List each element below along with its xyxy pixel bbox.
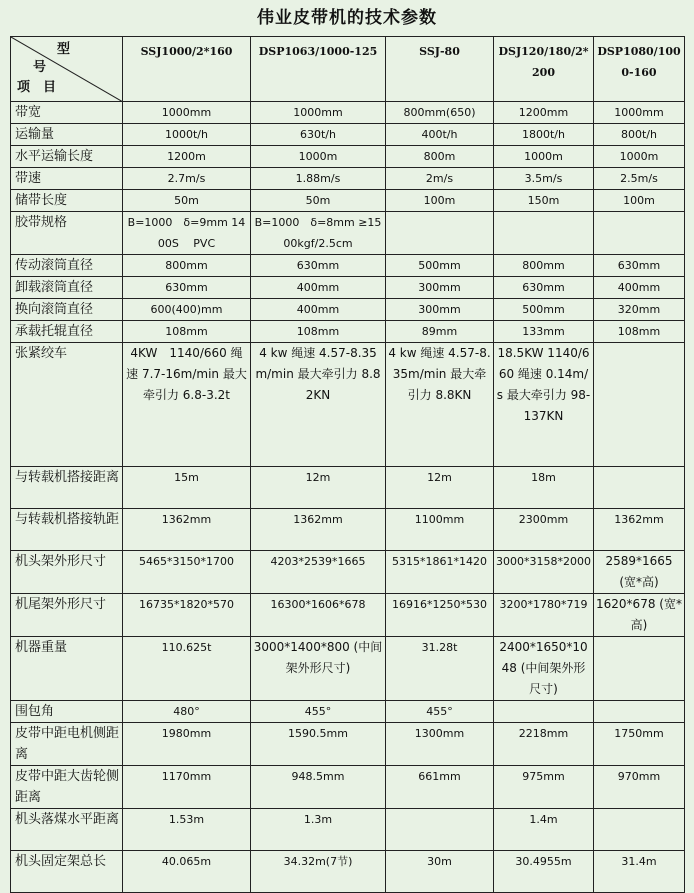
table-cell: 1000mm [251,102,386,124]
table-row [11,168,685,190]
row-label: 承载托辊直径 [11,321,123,343]
table-cell: 500mm [386,255,494,277]
table-cell: 1980mm [123,723,251,766]
row-label: 机头架外形尺寸 [11,551,123,594]
table-cell: B=1000 δ=8mm ≥1500kgf/2.5cm [251,212,386,255]
table-cell: 1362mm [251,509,386,551]
table-cell: 16916*1250*530 [386,594,494,637]
table-row [11,124,685,146]
table-cell: 400mm [251,299,386,321]
table-cell [386,809,494,851]
table-cell: 50m [251,190,386,212]
table-cell: 2589*1665 (宽*高) [594,551,685,594]
table-cell: 1000m [594,146,685,168]
row-label: 换向滚筒直径 [11,299,123,321]
table-cell [386,212,494,255]
table-cell [594,637,685,701]
table-row [11,766,685,809]
table-cell: 400t/h [386,124,494,146]
spec-table-body [11,102,685,893]
table-cell: 108mm [594,321,685,343]
model-header-2: DSP1063/1000-125 [251,37,386,102]
table-cell: 1362mm [594,509,685,551]
table-cell: 3.5m/s [494,168,594,190]
table-cell: 1000mm [594,102,685,124]
table-cell: 3000*3158*2000 [494,551,594,594]
corner-model-bottom: 号 [33,60,47,75]
table-cell: 31.28t [386,637,494,701]
table-cell: 800mm [494,255,594,277]
table-cell: 970mm [594,766,685,809]
table-cell: 630mm [251,255,386,277]
model-header-5: DSP1080/1000-160 [594,37,685,102]
corner-header-cell [11,37,123,102]
table-cell: 18.5KW 1140/660 绳速 0.14m/s 最大牵引力 98-137KN [494,343,594,467]
table-cell: 1170mm [123,766,251,809]
table-cell [494,212,594,255]
table-cell: 100m [594,190,685,212]
model-header-4: DSJ120/180/2*200 [494,37,594,102]
table-row [11,551,685,594]
table-cell: 4 kw 绳速 4.57-8.35m/min 最大牵引力 8.8KN [386,343,494,467]
row-label: 与转载机搭接距离 [11,467,123,509]
table-cell: 34.32m(7节) [251,851,386,893]
table-cell: 630mm [594,255,685,277]
table-cell: 1800t/h [494,124,594,146]
table-cell: 400mm [594,277,685,299]
table-row [11,594,685,637]
table-row [11,851,685,893]
table-cell: 600(400)mm [123,299,251,321]
table-row [11,102,685,124]
row-label: 机器重量 [11,637,123,701]
table-cell: 300mm [386,299,494,321]
table-row [11,299,685,321]
table-cell: 800m [386,146,494,168]
table-cell: 300mm [386,277,494,299]
corner-item: 项 目 [17,80,57,95]
table-cell: 18m [494,467,594,509]
table-cell: 110.625t [123,637,251,701]
row-label: 皮带中距电机侧距离 [11,723,123,766]
table-cell: 1000t/h [123,124,251,146]
table-cell: 100m [386,190,494,212]
row-label: 机头固定架总长 [11,851,123,893]
table-row [11,255,685,277]
row-label: 卸载滚筒直径 [11,277,123,299]
model-header-3: SSJ-80 [386,37,494,102]
table-cell: 40.065m [123,851,251,893]
table-cell: 1200m [123,146,251,168]
table-cell: 1.3m [251,809,386,851]
model-header-1: SSJ1000/2*160 [123,37,251,102]
table-cell [494,701,594,723]
table-cell: 16300*1606*678 [251,594,386,637]
table-cell: 50m [123,190,251,212]
table-cell: 2m/s [386,168,494,190]
table-cell: 2218mm [494,723,594,766]
table-cell: 630mm [494,277,594,299]
row-label: 水平运输长度 [11,146,123,168]
table-cell: 948.5mm [251,766,386,809]
table-cell: 15m [123,467,251,509]
table-cell: 1000m [494,146,594,168]
table-cell: 500mm [494,299,594,321]
table-cell: 89mm [386,321,494,343]
table-cell: 1200mm [494,102,594,124]
table-row [11,467,685,509]
row-label: 与转载机搭接轨距 [11,509,123,551]
table-cell: 1.88m/s [251,168,386,190]
table-cell: 1.4m [494,809,594,851]
table-cell: 3200*1780*719 [494,594,594,637]
table-cell: 661mm [386,766,494,809]
table-cell [594,212,685,255]
table-cell: 1100mm [386,509,494,551]
table-cell: 1750mm [594,723,685,766]
table-cell: 320mm [594,299,685,321]
table-row [11,321,685,343]
row-label: 张紧绞车 [11,343,123,467]
table-row [11,701,685,723]
table-cell: 1.53m [123,809,251,851]
row-label: 机尾架外形尺寸 [11,594,123,637]
table-row [11,277,685,299]
row-label: 储带长度 [11,190,123,212]
row-label: 胶带规格 [11,212,123,255]
table-row [11,809,685,851]
table-cell: 12m [251,467,386,509]
table-cell: 800mm(650) [386,102,494,124]
table-cell: 108mm [251,321,386,343]
table-cell: 2.5m/s [594,168,685,190]
table-row [11,146,685,168]
row-label: 带速 [11,168,123,190]
row-label: 皮带中距大齿轮侧距离 [11,766,123,809]
table-cell: 400mm [251,277,386,299]
table-cell: 800mm [123,255,251,277]
table-cell: 1000mm [123,102,251,124]
row-label: 围包角 [11,701,123,723]
row-label: 机头落煤水平距离 [11,809,123,851]
table-row [11,509,685,551]
table-cell: 12m [386,467,494,509]
table-cell: 455° [386,701,494,723]
table-cell: 1620*678 (宽*高) [594,594,685,637]
table-cell: 31.4m [594,851,685,893]
table-cell: 1590.5mm [251,723,386,766]
row-label: 带宽 [11,102,123,124]
table-cell: 4203*2539*1665 [251,551,386,594]
table-cell: 480° [123,701,251,723]
table-cell: 2.7m/s [123,168,251,190]
table-cell: 4 kw 绳速 4.57-8.35m/min 最大牵引力 8.82KN [251,343,386,467]
table-cell: 133mm [494,321,594,343]
spec-table [10,36,685,893]
table-cell: 150m [494,190,594,212]
table-cell: 630t/h [251,124,386,146]
table-cell: B=1000 δ=9mm 1400S PVC [123,212,251,255]
table-cell [594,809,685,851]
table-cell: 16735*1820*570 [123,594,251,637]
table-cell: 30.4955m [494,851,594,893]
page-title: 伟业皮带机的技术参数 [257,8,437,28]
table-cell [594,343,685,467]
row-label: 传动滚筒直径 [11,255,123,277]
row-label: 运输量 [11,124,123,146]
table-cell: 975mm [494,766,594,809]
table-cell: 1300mm [386,723,494,766]
table-cell: 2300mm [494,509,594,551]
table-cell: 800t/h [594,124,685,146]
table-cell: 630mm [123,277,251,299]
table-cell [594,701,685,723]
table-cell: 30m [386,851,494,893]
table-row [11,212,685,255]
table-cell: 5465*3150*1700 [123,551,251,594]
table-cell: 1000m [251,146,386,168]
corner-model-top: 型 [57,42,71,57]
table-cell [594,467,685,509]
table-row [11,723,685,766]
table-row [11,343,685,467]
table-cell: 5315*1861*1420 [386,551,494,594]
table-cell: 455° [251,701,386,723]
table-row [11,637,685,701]
table-cell: 1362mm [123,509,251,551]
table-cell: 2400*1650*1048 (中间架外形尺寸) [494,637,594,701]
table-cell: 108mm [123,321,251,343]
table-cell: 4KW 1140/660 绳速 7.7-16m/min 最大牵引力 6.8-3.2t [123,343,251,467]
table-row [11,190,685,212]
table-cell: 3000*1400*800 (中间架外形尺寸) [251,637,386,701]
